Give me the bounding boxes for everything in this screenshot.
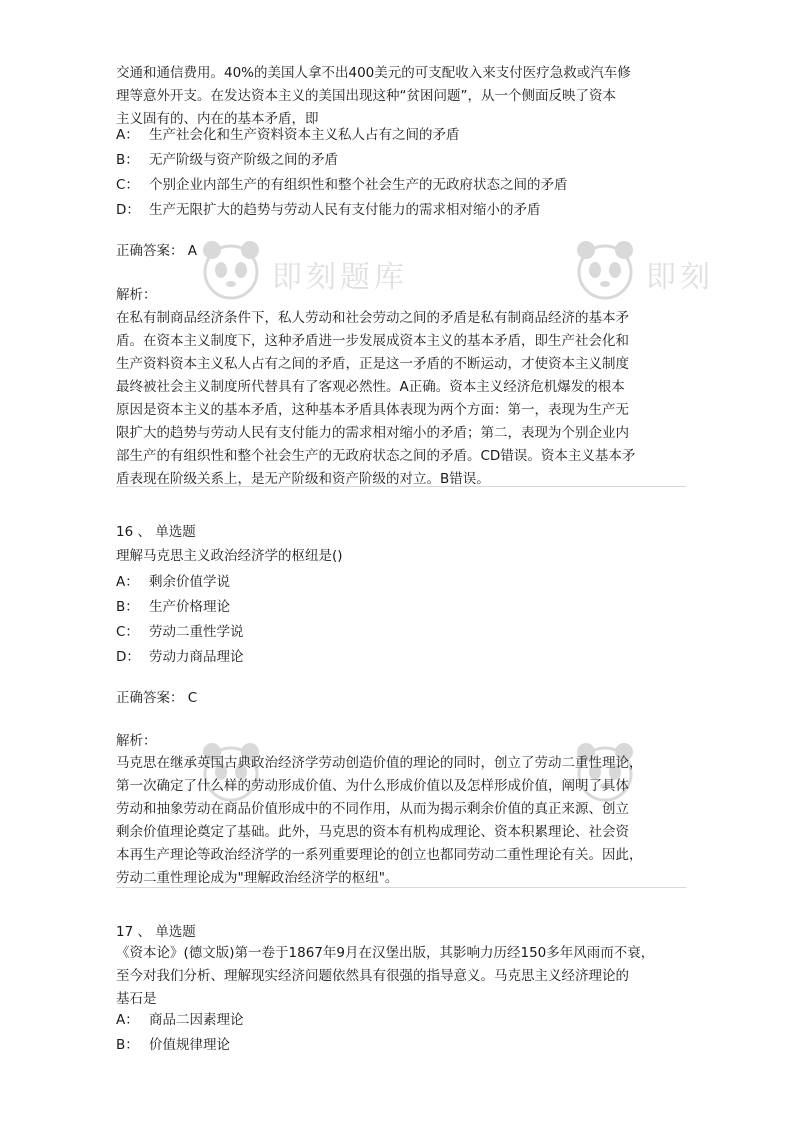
q16-analysis-label: 解析：	[116, 733, 157, 749]
q15-option-c[interactable]	[116, 174, 568, 197]
option-letter: A：	[116, 1012, 139, 1028]
q15-option-d[interactable]	[116, 199, 541, 222]
answer-label: 正确答案：	[116, 690, 184, 706]
q16-header: 16 、 单选题	[116, 524, 196, 540]
text-line: 劳动和抽象劳动在商品价值形成中的不同作用，从而为揭示剩余价值的真正来源、创立	[116, 801, 629, 817]
q17-option-a[interactable]	[116, 1009, 244, 1032]
q17-option-b[interactable]	[116, 1034, 230, 1057]
text-line: 劳动二重性理论成为"理解政治经济学的枢纽"。	[116, 870, 399, 886]
text-line: 理等意外开支。在发达资本主义的美国出现这种“贫困问题”，从一个侧面反映了资本	[116, 88, 616, 104]
q16-option-b[interactable]	[116, 596, 230, 619]
option-text: 生产价格理论	[149, 599, 230, 615]
text-line: 基石是	[116, 991, 157, 1007]
watermark-brand: 即刻题库	[272, 260, 408, 295]
text-line: 盾。在资本主义制度下，这种矛盾进一步发展成资本主义的基本矛盾，即生产社会化和	[116, 333, 629, 349]
option-letter: C：	[116, 624, 139, 640]
option-letter: B：	[116, 1037, 139, 1053]
option-letter: B：	[116, 599, 139, 615]
option-text: 价值规律理论	[149, 1037, 230, 1053]
text-line: 在私有制商品经济条件下，私人劳动和社会劳动之间的矛盾是私有制商品经济的基本矛	[116, 310, 629, 326]
option-text: 个别企业内部生产的有组织性和整个社会生产的无政府状态之间的矛盾	[149, 177, 568, 193]
answer-value: C	[187, 690, 198, 706]
option-text: 劳动二重性学说	[149, 624, 244, 640]
q16-option-d[interactable]	[116, 646, 244, 669]
text-line: 第一次确定了什么样的劳动形成价值、为什么形成价值以及怎样形成价值，阐明了具体	[116, 778, 629, 794]
q16-option-c[interactable]	[116, 621, 244, 644]
watermark-brand: 即刻	[646, 260, 714, 295]
text-line: 限扩大的趋势与劳动人民有支付能力的需求相对缩小的矛盾；第二，表现为个别企业内	[116, 425, 629, 441]
text-line: 部生产的有组织性和整个社会生产的无政府状态之间的矛盾。CD错误。资本主义基本矛	[116, 448, 636, 464]
panda-logo-icon	[196, 236, 266, 306]
q16-option-a[interactable]	[116, 571, 230, 594]
q15-option-a[interactable]	[116, 124, 460, 147]
q15-stem	[116, 62, 688, 131]
text-line: 剩余价值理论奠定了基础。此外，马克思的资本有机构成理论、资本积累理论、社会资	[116, 824, 629, 840]
q17-stem	[116, 942, 688, 1011]
answer-value: A	[187, 243, 198, 259]
option-text: 劳动力商品理论	[149, 649, 244, 665]
text-line: 生产资料资本主义私人占有之间的矛盾，正是这一矛盾的不断运动，才使资本主义制度	[116, 356, 629, 372]
question-divider	[116, 887, 686, 888]
text-line: 原因是资本主义的基本矛盾，这种基本矛盾具体表现为两个方面：第一，表现为生产无	[116, 402, 629, 418]
q15-option-b[interactable]	[116, 149, 338, 172]
text-line: 最终被社会主义制度所代替具有了客观必然性。A正确。资本主义经济危机爆发的根本	[116, 379, 625, 395]
q15-analysis-label: 解析：	[116, 287, 157, 303]
option-text: 剩余价值学说	[149, 574, 230, 590]
q15-analysis	[116, 307, 688, 491]
option-text: 生产无限扩大的趋势与劳动人民有支付能力的需求相对缩小的矛盾	[149, 202, 541, 218]
option-letter: C：	[116, 177, 139, 193]
option-text: 无产阶级与资产阶级之间的矛盾	[149, 152, 338, 168]
option-letter: A：	[116, 574, 139, 590]
option-text: 生产社会化和生产资料资本主义私人占有之间的矛盾	[149, 127, 460, 143]
text-line: 盾表现在阶级关系上，是无产阶级和资产阶级的对立。B错误。	[116, 471, 490, 487]
q16-answer	[116, 687, 197, 710]
option-text: 商品二因素理论	[149, 1012, 244, 1028]
text-line: 马克思在继承英国古典政治经济学劳动创造价值的理论的同时，创立了劳动二重性理论，	[116, 755, 643, 771]
text-line: 交通和通信费用。40%的美国人拿不出400美元的可支配收入来支付医疗急救或汽车修	[116, 65, 631, 81]
text-line: 本再生产理论等政治经济学的一系列重要理论的创立也都同劳动二重性理论有关。因此，	[116, 847, 643, 863]
q15-answer	[116, 240, 197, 263]
q17-header: 17 、 单选题	[116, 924, 196, 940]
option-letter: A：	[116, 127, 139, 143]
q16-stem: 理解马克思主义政治经济学的枢纽是()	[116, 548, 343, 564]
panda-logo-icon	[570, 236, 640, 306]
option-letter: D：	[116, 202, 140, 218]
text-line: 主义固有的、内在的基本矛盾，即	[116, 111, 319, 127]
text-line: 《资本论》(德文版)第一卷于1867年9月在汉堡出版，其影响力历经150多年风雨而不衰，	[116, 945, 655, 961]
answer-label: 正确答案：	[116, 243, 184, 259]
option-letter: D：	[116, 649, 140, 665]
question-divider	[116, 486, 686, 487]
option-letter: B：	[116, 152, 139, 168]
text-line: 至今对我们分析、理解现实经济问题依然具有很强的指导意义。马克思主义经济理论的	[116, 968, 629, 984]
q16-analysis	[116, 752, 688, 890]
